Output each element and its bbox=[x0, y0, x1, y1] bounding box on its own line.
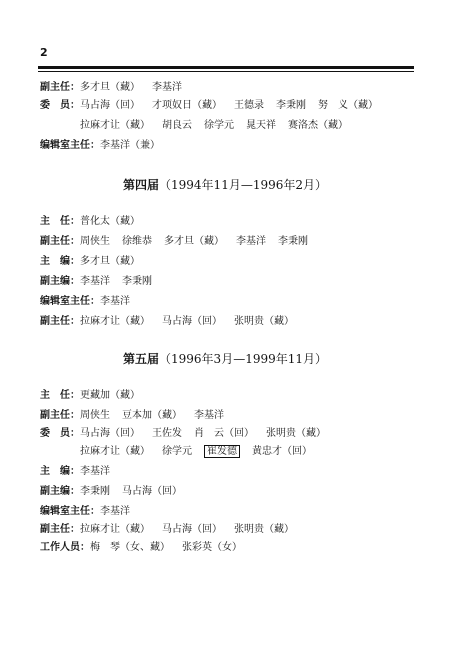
member-name: 拉麻才让（藏） bbox=[80, 120, 150, 131]
role-label: 编辑室主任： bbox=[40, 140, 100, 151]
role-label: 编辑室主任： bbox=[40, 506, 100, 517]
s1-members-line-cont bbox=[80, 120, 348, 132]
s5-members-line-cont bbox=[80, 446, 312, 458]
role-label: 副主任： bbox=[40, 236, 80, 247]
member-name: 努 义（藏） bbox=[318, 100, 378, 111]
member-name: 张明贵（藏） bbox=[234, 316, 294, 327]
role-label: 委 员： bbox=[40, 100, 80, 111]
s4-editorial-deputy-line bbox=[40, 316, 294, 328]
role-label: 副主编： bbox=[40, 276, 80, 287]
member-name: 多才旦（藏） bbox=[80, 256, 140, 267]
member-name: 李基洋 bbox=[152, 82, 182, 93]
member-name: 马占海（回） bbox=[80, 428, 140, 439]
s4-deputy-director-line bbox=[40, 236, 308, 248]
role-label: 工作人员： bbox=[40, 542, 90, 553]
member-name: 李秉刚 bbox=[278, 236, 308, 247]
role-label: 副主任： bbox=[40, 524, 80, 535]
member-name: 豆本加（藏） bbox=[122, 410, 182, 421]
s1-members-line bbox=[40, 100, 378, 112]
member-name: 张明贵（藏） bbox=[234, 524, 294, 535]
section-heading-5 bbox=[0, 352, 450, 366]
member-name: 晁天祥 bbox=[246, 120, 276, 131]
member-name: 李基洋 bbox=[194, 410, 224, 421]
role-label: 副主任： bbox=[40, 316, 80, 327]
s4-deputy-editor-line bbox=[40, 276, 152, 288]
s4-editorial-director-line bbox=[40, 296, 130, 308]
header-rule-thick bbox=[38, 66, 414, 69]
member-name: 李基洋 bbox=[100, 296, 130, 307]
heading-dates: （1996年3月—1999年11月） bbox=[159, 352, 327, 366]
s1-editorial-director-line bbox=[40, 140, 160, 152]
member-name: 李秉刚 bbox=[122, 276, 152, 287]
member-name: 张彩英（女） bbox=[182, 542, 242, 553]
role-label: 编辑室主任： bbox=[40, 296, 100, 307]
member-name: 李基洋 bbox=[100, 506, 130, 517]
member-name: 李基洋（兼） bbox=[100, 140, 160, 151]
role-label: 副主任： bbox=[40, 410, 80, 421]
s5-chief-editor-line bbox=[40, 466, 110, 478]
member-name: 拉麻才让（藏） bbox=[80, 446, 150, 457]
member-name: 徐学元 bbox=[162, 446, 192, 457]
heading-title: 第四届 bbox=[123, 178, 160, 192]
member-name: 才项奴日（藏） bbox=[152, 100, 222, 111]
member-name: 周侠生 bbox=[80, 236, 110, 247]
member-name: 徐学元 bbox=[204, 120, 234, 131]
member-name: 肖 云（回） bbox=[194, 428, 254, 439]
role-label: 主 编： bbox=[40, 256, 80, 267]
heading-title: 第五届 bbox=[123, 352, 160, 366]
member-name: 李基洋 bbox=[80, 276, 110, 287]
role-label: 主 任： bbox=[40, 390, 80, 401]
member-name: 王佐发 bbox=[152, 428, 182, 439]
s5-members-line bbox=[40, 428, 326, 440]
role-label: 委 员： bbox=[40, 428, 80, 439]
section-heading-4 bbox=[0, 178, 450, 192]
role-label: 主 编： bbox=[40, 466, 80, 477]
member-name: 李秉刚 bbox=[276, 100, 306, 111]
member-name: 徐维恭 bbox=[122, 236, 152, 247]
s5-deputy-editor-line bbox=[40, 486, 182, 498]
member-name: 多才旦（藏） bbox=[164, 236, 224, 247]
member-name: 黄忠才（回） bbox=[252, 446, 312, 457]
member-name: 更藏加（藏） bbox=[80, 390, 140, 401]
member-name: 拉麻才让（藏） bbox=[80, 524, 150, 535]
member-name: 梅 琴（女、藏） bbox=[90, 542, 170, 553]
s5-editorial-deputy-line bbox=[40, 524, 294, 536]
boxed-member-name: 崔发德 bbox=[204, 445, 240, 458]
member-name: 张明贵（藏） bbox=[266, 428, 326, 439]
member-name: 周侠生 bbox=[80, 410, 110, 421]
s4-chief-editor-line bbox=[40, 256, 140, 268]
s5-staff-line bbox=[40, 542, 242, 554]
s5-editorial-director-line bbox=[40, 506, 130, 518]
member-name: 李基洋 bbox=[80, 466, 110, 477]
s4-director-line bbox=[40, 216, 140, 228]
page-number: 2 bbox=[40, 46, 48, 59]
header-rule-thin bbox=[38, 71, 414, 72]
member-name: 多才旦（藏） bbox=[80, 82, 140, 93]
member-name: 马占海（回） bbox=[122, 486, 182, 497]
role-label: 主 任： bbox=[40, 216, 80, 227]
member-name: 普化太（藏） bbox=[80, 216, 140, 227]
member-name: 李基洋 bbox=[236, 236, 266, 247]
member-name: 马占海（回） bbox=[80, 100, 140, 111]
role-label: 副主编： bbox=[40, 486, 80, 497]
role-label: 副主任： bbox=[40, 82, 80, 93]
s1-deputy-director-line bbox=[40, 82, 182, 94]
s5-director-line bbox=[40, 390, 140, 402]
member-name: 李秉刚 bbox=[80, 486, 110, 497]
member-name: 拉麻才让（藏） bbox=[80, 316, 150, 327]
s5-deputy-director-line bbox=[40, 410, 224, 422]
member-name: 王德录 bbox=[234, 100, 264, 111]
heading-dates: （1994年11月—1996年2月） bbox=[159, 178, 327, 192]
member-name: 马占海（回） bbox=[162, 316, 222, 327]
member-name: 赛洛杰（藏） bbox=[288, 120, 348, 131]
member-name: 马占海（回） bbox=[162, 524, 222, 535]
member-name: 胡良云 bbox=[162, 120, 192, 131]
